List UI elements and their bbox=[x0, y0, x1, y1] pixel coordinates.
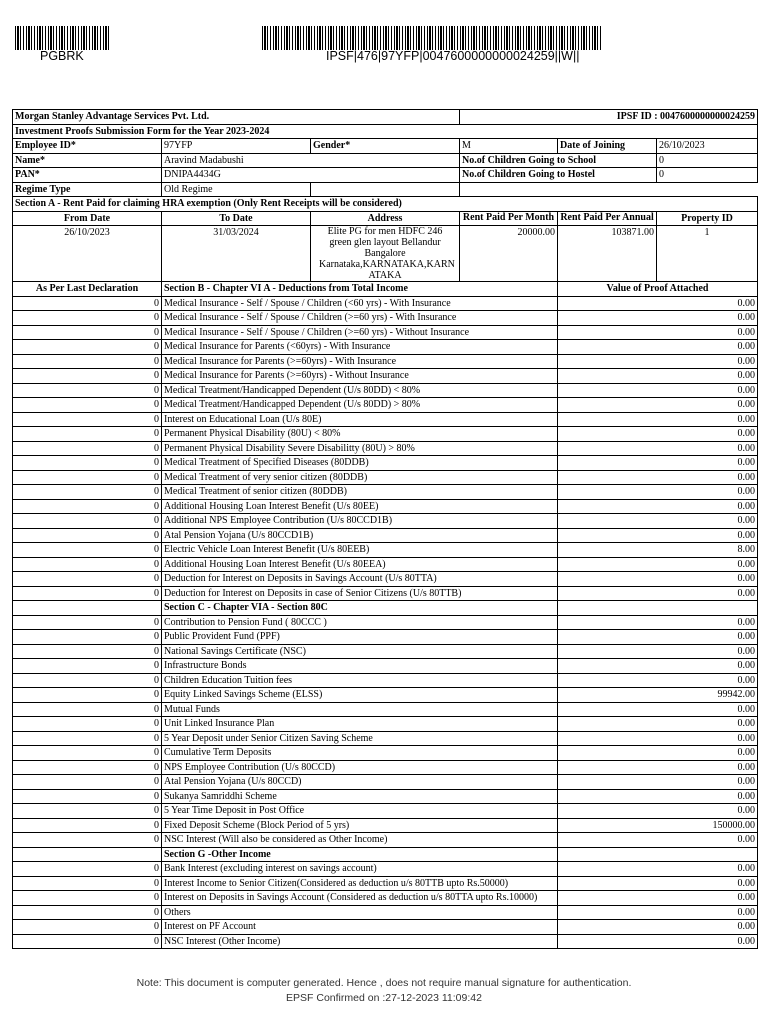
deduction-label: Public Provident Fund (PPF) bbox=[162, 630, 558, 645]
deduction-row bbox=[13, 572, 758, 587]
declared-value: 0 bbox=[13, 456, 162, 471]
deduction-label: Medical Insurance for Parents (>=60yrs) - Without Insurance bbox=[162, 369, 558, 384]
employee-row-3 bbox=[13, 168, 758, 183]
deduction-label: Medical Treatment of Specified Diseases (80DDB) bbox=[162, 456, 558, 471]
declared-value: 0 bbox=[13, 586, 162, 601]
deduction-label: Additional NPS Employee Contribution (U/s 80CCD1B) bbox=[162, 514, 558, 529]
deduction-row bbox=[13, 340, 758, 355]
deduction-row bbox=[13, 383, 758, 398]
declared-value: 0 bbox=[13, 354, 162, 369]
deduction-label: Cumulative Term Deposits bbox=[162, 746, 558, 761]
rent-from-date: 26/10/2023 bbox=[13, 226, 162, 282]
proof-value: 0.00 bbox=[558, 760, 758, 775]
section-c-title-row bbox=[13, 601, 758, 616]
proof-value: 0.00 bbox=[558, 702, 758, 717]
deduction-label: NSC Interest (Other Income) bbox=[162, 934, 558, 949]
rent-month-header: Rent Paid Per Month bbox=[460, 211, 558, 226]
declared-value: 0 bbox=[13, 688, 162, 703]
deduction-label: Mutual Funds bbox=[162, 702, 558, 717]
deduction-row bbox=[13, 717, 758, 732]
proof-value: 0.00 bbox=[558, 775, 758, 790]
deduction-row bbox=[13, 311, 758, 326]
rent-to-date: 31/03/2024 bbox=[162, 226, 311, 282]
deduction-row bbox=[13, 586, 758, 601]
declared-value: 0 bbox=[13, 470, 162, 485]
deduction-row bbox=[13, 818, 758, 833]
proof-value: 0.00 bbox=[558, 485, 758, 500]
deduction-row bbox=[13, 412, 758, 427]
name-value: Aravind Madabushi bbox=[162, 153, 460, 168]
proof-value: 0.00 bbox=[558, 876, 758, 891]
declared-value: 0 bbox=[13, 383, 162, 398]
section-c-title: Section C - Chapter VIA - Section 80C bbox=[162, 601, 558, 616]
proof-value: 150000.00 bbox=[558, 818, 758, 833]
proof-value: 0.00 bbox=[558, 514, 758, 529]
deduction-label: Unit Linked Insurance Plan bbox=[162, 717, 558, 732]
deduction-label: Infrastructure Bonds bbox=[162, 659, 558, 674]
deduction-label: Interest on Deposits in Savings Account (Considered as deduction u/s 80TTA upto Rs.10000) bbox=[162, 891, 558, 906]
deduction-label: Others bbox=[162, 905, 558, 920]
deduction-row bbox=[13, 891, 758, 906]
deduction-label: Interest Income to Senior Citizen(Considered as deduction u/s 80TTB upto Rs.50000) bbox=[162, 876, 558, 891]
declared-value: 0 bbox=[13, 746, 162, 761]
deduction-header-row bbox=[13, 282, 758, 297]
proof-value: 0.00 bbox=[558, 920, 758, 935]
deduction-label: Medical Insurance - Self / Spouse / Children (>=60 yrs) - With Insurance bbox=[162, 311, 558, 326]
section-c-title-empty-cell bbox=[13, 601, 162, 616]
declared-value: 0 bbox=[13, 369, 162, 384]
hostel-label: No.of Children Going to Hostel bbox=[460, 168, 657, 183]
deduction-row bbox=[13, 934, 758, 949]
proof-value: 0.00 bbox=[558, 717, 758, 732]
footer-confirmed: EPSF Confirmed on :27-12-2023 11:09:42 bbox=[286, 992, 482, 1004]
proof-value: 0.00 bbox=[558, 934, 758, 949]
deduction-label: Fixed Deposit Scheme (Block Period of 5 yrs) bbox=[162, 818, 558, 833]
declared-value: 0 bbox=[13, 543, 162, 558]
form-title: Investment Proofs Submission Form for the Year 2023-2024 bbox=[13, 124, 758, 139]
declared-value: 0 bbox=[13, 702, 162, 717]
declared-value: 0 bbox=[13, 630, 162, 645]
declared-value: 0 bbox=[13, 325, 162, 340]
left-barcode-text: PGBRK bbox=[40, 49, 84, 63]
proof-value-header: Value of Proof Attached bbox=[558, 282, 758, 297]
deduction-row bbox=[13, 485, 758, 500]
declared-value: 0 bbox=[13, 398, 162, 413]
deduction-label: Permanent Physical Disability Severe Disabilitty (80U) > 80% bbox=[162, 441, 558, 456]
employee-row-1 bbox=[13, 139, 758, 154]
proof-value: 0.00 bbox=[558, 311, 758, 326]
proof-value: 8.00 bbox=[558, 543, 758, 558]
deduction-label: Medical Insurance for Parents (>=60yrs) - With Insurance bbox=[162, 354, 558, 369]
deduction-row bbox=[13, 354, 758, 369]
deduction-row bbox=[13, 369, 758, 384]
employee-row-4 bbox=[13, 182, 758, 197]
proof-value: 0.00 bbox=[558, 557, 758, 572]
doj-value: 26/10/2023 bbox=[657, 139, 758, 154]
deduction-row bbox=[13, 557, 758, 572]
proof-value: 0.00 bbox=[558, 905, 758, 920]
section-a-title-row bbox=[13, 197, 758, 212]
deduction-label: Medical Insurance for Parents (<60yrs) - With Insurance bbox=[162, 340, 558, 355]
declared-value: 0 bbox=[13, 673, 162, 688]
proof-value: 0.00 bbox=[558, 891, 758, 906]
deduction-row bbox=[13, 514, 758, 529]
declared-value: 0 bbox=[13, 441, 162, 456]
deduction-row bbox=[13, 398, 758, 413]
deduction-row bbox=[13, 644, 758, 659]
deduction-row bbox=[13, 702, 758, 717]
deduction-row bbox=[13, 296, 758, 311]
proof-value: 0.00 bbox=[558, 340, 758, 355]
deduction-label: NPS Employee Contribution (U/s 80CCD) bbox=[162, 760, 558, 775]
declared-value: 0 bbox=[13, 311, 162, 326]
deduction-label: Atal Pension Yojana (U/s 80CCD1B) bbox=[162, 528, 558, 543]
declared-value: 0 bbox=[13, 731, 162, 746]
deduction-row bbox=[13, 427, 758, 442]
proof-value: 0.00 bbox=[558, 659, 758, 674]
deduction-label: Permanent Physical Disability (80U) < 80% bbox=[162, 427, 558, 442]
deduction-row bbox=[13, 905, 758, 920]
deduction-row bbox=[13, 543, 758, 558]
right-barcode-text: IPSF|476|97YFP|0047600000000024259||W|| bbox=[326, 49, 580, 63]
declared-value: 0 bbox=[13, 934, 162, 949]
proof-value: 0.00 bbox=[558, 746, 758, 761]
proof-value: 0.00 bbox=[558, 644, 758, 659]
deduction-label: Medical Treatment of senior citizen (80DDB) bbox=[162, 485, 558, 500]
investment-proof-form bbox=[12, 109, 758, 949]
proof-value: 0.00 bbox=[558, 572, 758, 587]
declared-value: 0 bbox=[13, 775, 162, 790]
deduction-row bbox=[13, 615, 758, 630]
proof-value: 0.00 bbox=[558, 354, 758, 369]
declared-value: 0 bbox=[13, 644, 162, 659]
proof-value: 0.00 bbox=[558, 499, 758, 514]
deduction-label: Interest on PF Account bbox=[162, 920, 558, 935]
rent-per-annual: 103871.00 bbox=[558, 226, 657, 282]
deduction-label: 5 Year Time Deposit in Post Office bbox=[162, 804, 558, 819]
deduction-row bbox=[13, 833, 758, 848]
deduction-label: 5 Year Deposit under Senior Citizen Saving Scheme bbox=[162, 731, 558, 746]
doj-label: Date of Joining bbox=[558, 139, 657, 154]
section-c-title-proof-empty bbox=[558, 601, 758, 616]
deduction-label: Children Education Tuition fees bbox=[162, 673, 558, 688]
regime-empty-cell bbox=[311, 182, 460, 197]
gender-value: M bbox=[460, 139, 558, 154]
deduction-label: Contribution to Pension Fund ( 80CCC ) bbox=[162, 615, 558, 630]
declared-value: 0 bbox=[13, 760, 162, 775]
deduction-row bbox=[13, 731, 758, 746]
declared-value: 0 bbox=[13, 833, 162, 848]
deduction-label: Atal Pension Yojana (U/s 80CCD) bbox=[162, 775, 558, 790]
deduction-row bbox=[13, 876, 758, 891]
declared-value: 0 bbox=[13, 528, 162, 543]
deduction-row bbox=[13, 325, 758, 340]
deduction-row bbox=[13, 804, 758, 819]
left-barcode bbox=[15, 26, 110, 50]
employee-id-label: Employee ID* bbox=[13, 139, 162, 154]
pan-label: PAN* bbox=[13, 168, 162, 183]
section-g-title-row bbox=[13, 847, 758, 862]
section-g-title-empty-cell bbox=[13, 847, 162, 862]
proof-value: 0.00 bbox=[558, 398, 758, 413]
declared-value: 0 bbox=[13, 412, 162, 427]
deduction-label: Bank Interest (excluding interest on savings account) bbox=[162, 862, 558, 877]
declared-value: 0 bbox=[13, 485, 162, 500]
school-label: No.of Children Going to School bbox=[460, 153, 657, 168]
section-a-title: Section A - Rent Paid for claiming HRA exemption (Only Rent Receipts will be considered) bbox=[13, 197, 758, 212]
gender-label: Gender* bbox=[311, 139, 460, 154]
proof-value: 0.00 bbox=[558, 427, 758, 442]
proof-value: 0.00 bbox=[558, 325, 758, 340]
deduction-row bbox=[13, 673, 758, 688]
proof-value: 0.00 bbox=[558, 789, 758, 804]
section-a-header-row bbox=[13, 211, 758, 226]
proof-value: 0.00 bbox=[558, 456, 758, 471]
deduction-label: Medical Treatment/Handicapped Dependent (U/s 80DD) < 80% bbox=[162, 383, 558, 398]
proof-value: 0.00 bbox=[558, 470, 758, 485]
to-date-header: To Date bbox=[162, 211, 311, 226]
deduction-label: Additional Housing Loan Interest Benefit (U/s 80EEA) bbox=[162, 557, 558, 572]
property-id-header: Property ID bbox=[657, 211, 758, 226]
last-declaration-header: As Per Last Declaration bbox=[13, 282, 162, 297]
deduction-label: Equity Linked Savings Scheme (ELSS) bbox=[162, 688, 558, 703]
declared-value: 0 bbox=[13, 804, 162, 819]
declared-value: 0 bbox=[13, 891, 162, 906]
proof-value: 0.00 bbox=[558, 586, 758, 601]
ipsf-id: IPSF ID : 0047600000000024259 bbox=[460, 110, 758, 125]
employee-id-value: 97YFP bbox=[162, 139, 311, 154]
rent-address: Elite PG for men HDFC 246 green glen layout Bellandur Bangalore Karnataka,KARNATAKA,KARN ATAKA bbox=[311, 226, 460, 282]
declared-value: 0 bbox=[13, 876, 162, 891]
deduction-row bbox=[13, 760, 758, 775]
deduction-label: Deduction for Interest on Deposits in case of Senior Citizens (U/s 80TTB) bbox=[162, 586, 558, 601]
address-header: Address bbox=[311, 211, 460, 226]
declared-value: 0 bbox=[13, 717, 162, 732]
deduction-row bbox=[13, 789, 758, 804]
proof-value: 0.00 bbox=[558, 833, 758, 848]
declared-value: 0 bbox=[13, 789, 162, 804]
deduction-label: Medical Treatment/Handicapped Dependent (U/s 80DD) > 80% bbox=[162, 398, 558, 413]
deduction-label: Sukanya Samriddhi Scheme bbox=[162, 789, 558, 804]
rent-property-id: 1 bbox=[657, 226, 758, 282]
proof-value: 0.00 bbox=[558, 673, 758, 688]
deduction-row bbox=[13, 456, 758, 471]
proof-value: 0.00 bbox=[558, 383, 758, 398]
footer-note: Note: This document is computer generated. Hence , does not require manual signature for authentication. bbox=[136, 977, 632, 989]
school-value: 0 bbox=[657, 153, 758, 168]
rent-annual-header: Rent Paid Per Annual bbox=[558, 211, 657, 226]
section-b-title: Section B - Chapter VI A - Deductions from Total Income bbox=[162, 282, 558, 297]
deduction-label: Medical Insurance - Self / Spouse / Children (<60 yrs) - With Insurance bbox=[162, 296, 558, 311]
declared-value: 0 bbox=[13, 557, 162, 572]
deduction-label: Medical Treatment of very senior citizen (80DDB) bbox=[162, 470, 558, 485]
form-title-row bbox=[13, 124, 758, 139]
deduction-row bbox=[13, 630, 758, 645]
deduction-row bbox=[13, 862, 758, 877]
deduction-label: Electric Vehicle Loan Interest Benefit (U/s 80EEB) bbox=[162, 543, 558, 558]
company-row bbox=[13, 110, 758, 125]
proof-value: 99942.00 bbox=[558, 688, 758, 703]
proof-value: 0.00 bbox=[558, 731, 758, 746]
pan-value: DNIPA4434G bbox=[162, 168, 460, 183]
declared-value: 0 bbox=[13, 499, 162, 514]
deduction-row bbox=[13, 470, 758, 485]
proof-value: 0.00 bbox=[558, 412, 758, 427]
section-g-title-proof-empty bbox=[558, 847, 758, 862]
declared-value: 0 bbox=[13, 340, 162, 355]
regime-blank bbox=[460, 182, 758, 197]
declared-value: 0 bbox=[13, 659, 162, 674]
proof-value: 0.00 bbox=[558, 615, 758, 630]
declared-value: 0 bbox=[13, 296, 162, 311]
deduction-row bbox=[13, 775, 758, 790]
declared-value: 0 bbox=[13, 862, 162, 877]
deduction-row bbox=[13, 920, 758, 935]
deduction-row bbox=[13, 659, 758, 674]
deduction-row bbox=[13, 746, 758, 761]
hostel-value: 0 bbox=[657, 168, 758, 183]
proof-value: 0.00 bbox=[558, 296, 758, 311]
deduction-row bbox=[13, 499, 758, 514]
name-label: Name* bbox=[13, 153, 162, 168]
proof-value: 0.00 bbox=[558, 369, 758, 384]
declared-value: 0 bbox=[13, 905, 162, 920]
regime-label: Regime Type bbox=[13, 182, 162, 197]
deduction-label: Deduction for Interest on Deposits in Savings Account (U/s 80TTA) bbox=[162, 572, 558, 587]
declared-value: 0 bbox=[13, 514, 162, 529]
rent-row bbox=[13, 226, 758, 282]
regime-value: Old Regime bbox=[162, 182, 311, 197]
from-date-header: From Date bbox=[13, 211, 162, 226]
deduction-label: Interest on Educational Loan (U/s 80E) bbox=[162, 412, 558, 427]
right-barcode bbox=[262, 26, 602, 50]
deduction-label: Additional Housing Loan Interest Benefit (U/s 80EE) bbox=[162, 499, 558, 514]
employee-row-2 bbox=[13, 153, 758, 168]
deduction-row bbox=[13, 528, 758, 543]
proof-value: 0.00 bbox=[558, 441, 758, 456]
proof-value: 0.00 bbox=[558, 862, 758, 877]
proof-value: 0.00 bbox=[558, 630, 758, 645]
section-g-title: Section G -Other Income bbox=[162, 847, 558, 862]
proof-value: 0.00 bbox=[558, 804, 758, 819]
deduction-label: National Savings Certificate (NSC) bbox=[162, 644, 558, 659]
rent-per-month: 20000.00 bbox=[460, 226, 558, 282]
deduction-row bbox=[13, 441, 758, 456]
declared-value: 0 bbox=[13, 818, 162, 833]
declared-value: 0 bbox=[13, 920, 162, 935]
company-name: Morgan Stanley Advantage Services Pvt. Ltd. bbox=[13, 110, 460, 125]
proof-value: 0.00 bbox=[558, 528, 758, 543]
declared-value: 0 bbox=[13, 572, 162, 587]
deduction-row bbox=[13, 688, 758, 703]
declared-value: 0 bbox=[13, 427, 162, 442]
declared-value: 0 bbox=[13, 615, 162, 630]
deduction-label: NSC Interest (Will also be considered as Other Income) bbox=[162, 833, 558, 848]
deduction-label: Medical Insurance - Self / Spouse / Children (>=60 yrs) - Without Insurance bbox=[162, 325, 558, 340]
